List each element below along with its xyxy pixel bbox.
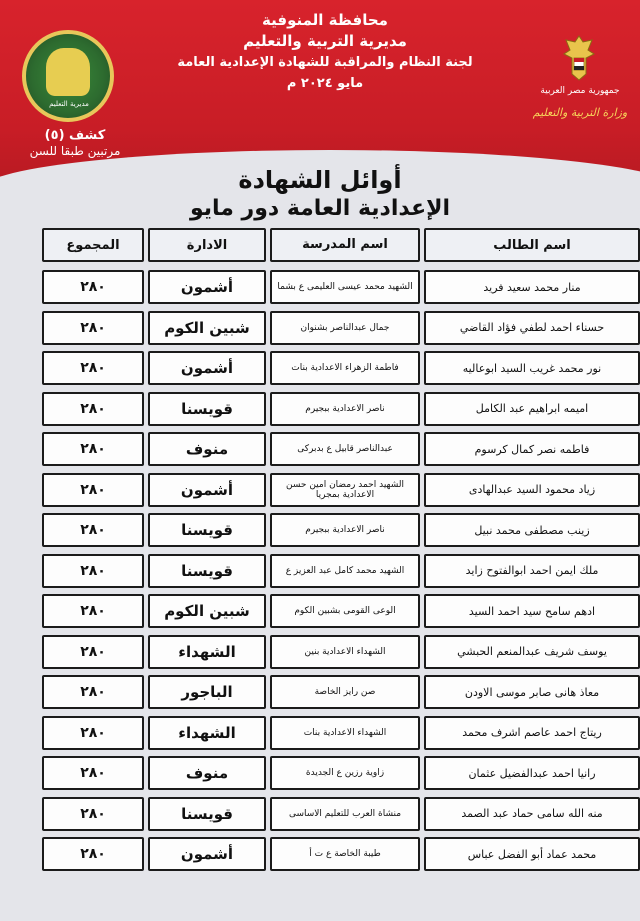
eagle-emblem-icon [562, 34, 596, 82]
school-name: جمال عبدالناصر بشنوان [270, 311, 420, 345]
administration: قويسنا [148, 513, 266, 547]
administration: قويسنا [148, 554, 266, 588]
total-score: ٢٨٠ [42, 473, 144, 507]
governorate: محافظة المنوفية [262, 11, 388, 29]
ministry-label: وزارة التربية والتعليم [532, 106, 628, 119]
directorate: مديرية التربية والتعليم [243, 32, 407, 50]
table-row [38, 594, 640, 630]
total-score: ٢٨٠ [42, 716, 144, 750]
school-name: عبدالناصر قابيل ع بدبركى [270, 432, 420, 466]
student-name: يوسف شريف عبدالمنعم الحبشي [424, 635, 640, 669]
table-row [38, 837, 640, 873]
administration: منوف [148, 432, 266, 466]
student-name: ملك ايمن احمد ابوالفتوح زايد [424, 554, 640, 588]
student-name: منار محمد سعيد فريد [424, 270, 640, 304]
header-text [160, 10, 490, 94]
school-name: طيبة الخاصة ع ت أ [270, 837, 420, 871]
school-name: الشهداء الاعدادية بنات [270, 716, 420, 750]
student-name: رانيا احمد عبدالفضيل عثمان [424, 756, 640, 790]
administration: الباجور [148, 675, 266, 709]
table-row [38, 392, 640, 428]
results-table [38, 228, 640, 878]
table-row [38, 473, 640, 509]
student-name: نور محمد غريب السيد ابوعاليه [424, 351, 640, 385]
total-score: ٢٨٠ [42, 797, 144, 831]
total-score: ٢٨٠ [42, 594, 144, 628]
school-name: منشاة العرب للتعليم الاساسى [270, 797, 420, 831]
total-score: ٢٨٠ [42, 675, 144, 709]
sheet-info [10, 128, 140, 159]
student-name: زينب مصطفى محمد نبيل [424, 513, 640, 547]
total-score: ٢٨٠ [42, 351, 144, 385]
school-name: ناصر الاعدادية ببجيرم [270, 392, 420, 426]
student-name: زياد محمود السيد عبدالهادى [424, 473, 640, 507]
administration: شبين الكوم [148, 594, 266, 628]
administration: قويسنا [148, 797, 266, 831]
school-name: الوعى القومى بشبين الكوم [270, 594, 420, 628]
table-row [38, 756, 640, 792]
logo-emblem [46, 48, 90, 96]
header-name: اسم الطالب [424, 228, 640, 262]
table-row [38, 351, 640, 387]
table-row [38, 797, 640, 833]
total-score: ٢٨٠ [42, 392, 144, 426]
table-row [38, 635, 640, 671]
table-row [38, 432, 640, 468]
administration: شبين الكوم [148, 311, 266, 345]
republic-label: جمهورية مصر العربية [540, 86, 620, 96]
student-name: محمد عماد أبو الفضل عباس [424, 837, 640, 871]
total-score: ٢٨٠ [42, 554, 144, 588]
total-score: ٢٨٠ [42, 432, 144, 466]
table-row [38, 716, 640, 752]
total-score: ٢٨٠ [42, 635, 144, 669]
exam-date: مايو ٢٠٢٤ م [286, 76, 364, 91]
total-score: ٢٨٠ [42, 756, 144, 790]
school-name: فاطمة الزهراء الاعدادية بنات [270, 351, 420, 385]
total-score: ٢٨٠ [42, 837, 144, 871]
title-line-1: أوائل الشهادة [238, 166, 402, 194]
table-row [38, 270, 640, 306]
total-score: ٢٨٠ [42, 513, 144, 547]
header-school: اسم المدرسة [270, 228, 420, 262]
administration: الشهداء [148, 635, 266, 669]
student-name: اميمه ابراهيم عبد الكامل [424, 392, 640, 426]
directorate-logo-icon [22, 30, 114, 122]
student-name: ريتاج احمد عاصم اشرف محمد [424, 716, 640, 750]
table-row [38, 675, 640, 711]
header-total: المجموع [42, 228, 144, 262]
title-line-2: الإعدادية العامة دور مايو [189, 196, 451, 221]
administration: أشمون [148, 837, 266, 871]
table-row [38, 311, 640, 347]
logo-text: مديرية التعليم [49, 100, 89, 108]
sort-note: مرتبين طبقا للسن [29, 144, 121, 158]
table-row [38, 513, 640, 549]
total-score: ٢٨٠ [42, 311, 144, 345]
school-name: زاوية رزين ع الجديدة [270, 756, 420, 790]
administration: أشمون [148, 473, 266, 507]
school-name: الشهيد محمد عيسى العليمى ع بشما [270, 270, 420, 304]
school-name: الشهداء الاعدادية بنين [270, 635, 420, 669]
administration: الشهداء [148, 716, 266, 750]
header-admin: الادارة [148, 228, 266, 262]
table-header [38, 228, 640, 264]
administration: قويسنا [148, 392, 266, 426]
administration: أشمون [148, 270, 266, 304]
student-name: ادهم سامح سيد احمد السيد [424, 594, 640, 628]
student-name: معاذ هانى صابر موسى الاودن [424, 675, 640, 709]
sheet-number: كشف (٥) [44, 128, 106, 143]
committee: لجنة النظام والمراقبة للشهادة الإعدادية العامة [177, 55, 473, 70]
student-name: حسناء احمد لطفي فؤاد القاضي [424, 311, 640, 345]
total-score: ٢٨٠ [42, 270, 144, 304]
school-name: الشهيد احمد رمضان امين حسن الاعدادية بمجريا [270, 473, 420, 507]
school-name: الشهيد محمد كامل عبد العزيز ع [270, 554, 420, 588]
student-name: منه الله سامى حماد عبد الصمد [424, 797, 640, 831]
school-name: ناصر الاعدادية ببجيرم [270, 513, 420, 547]
administration: أشمون [148, 351, 266, 385]
student-name: فاطمه نصر كمال كرسوم [424, 432, 640, 466]
school-name: صن رايز الخاصة [270, 675, 420, 709]
table-row [38, 554, 640, 590]
administration: منوف [148, 756, 266, 790]
